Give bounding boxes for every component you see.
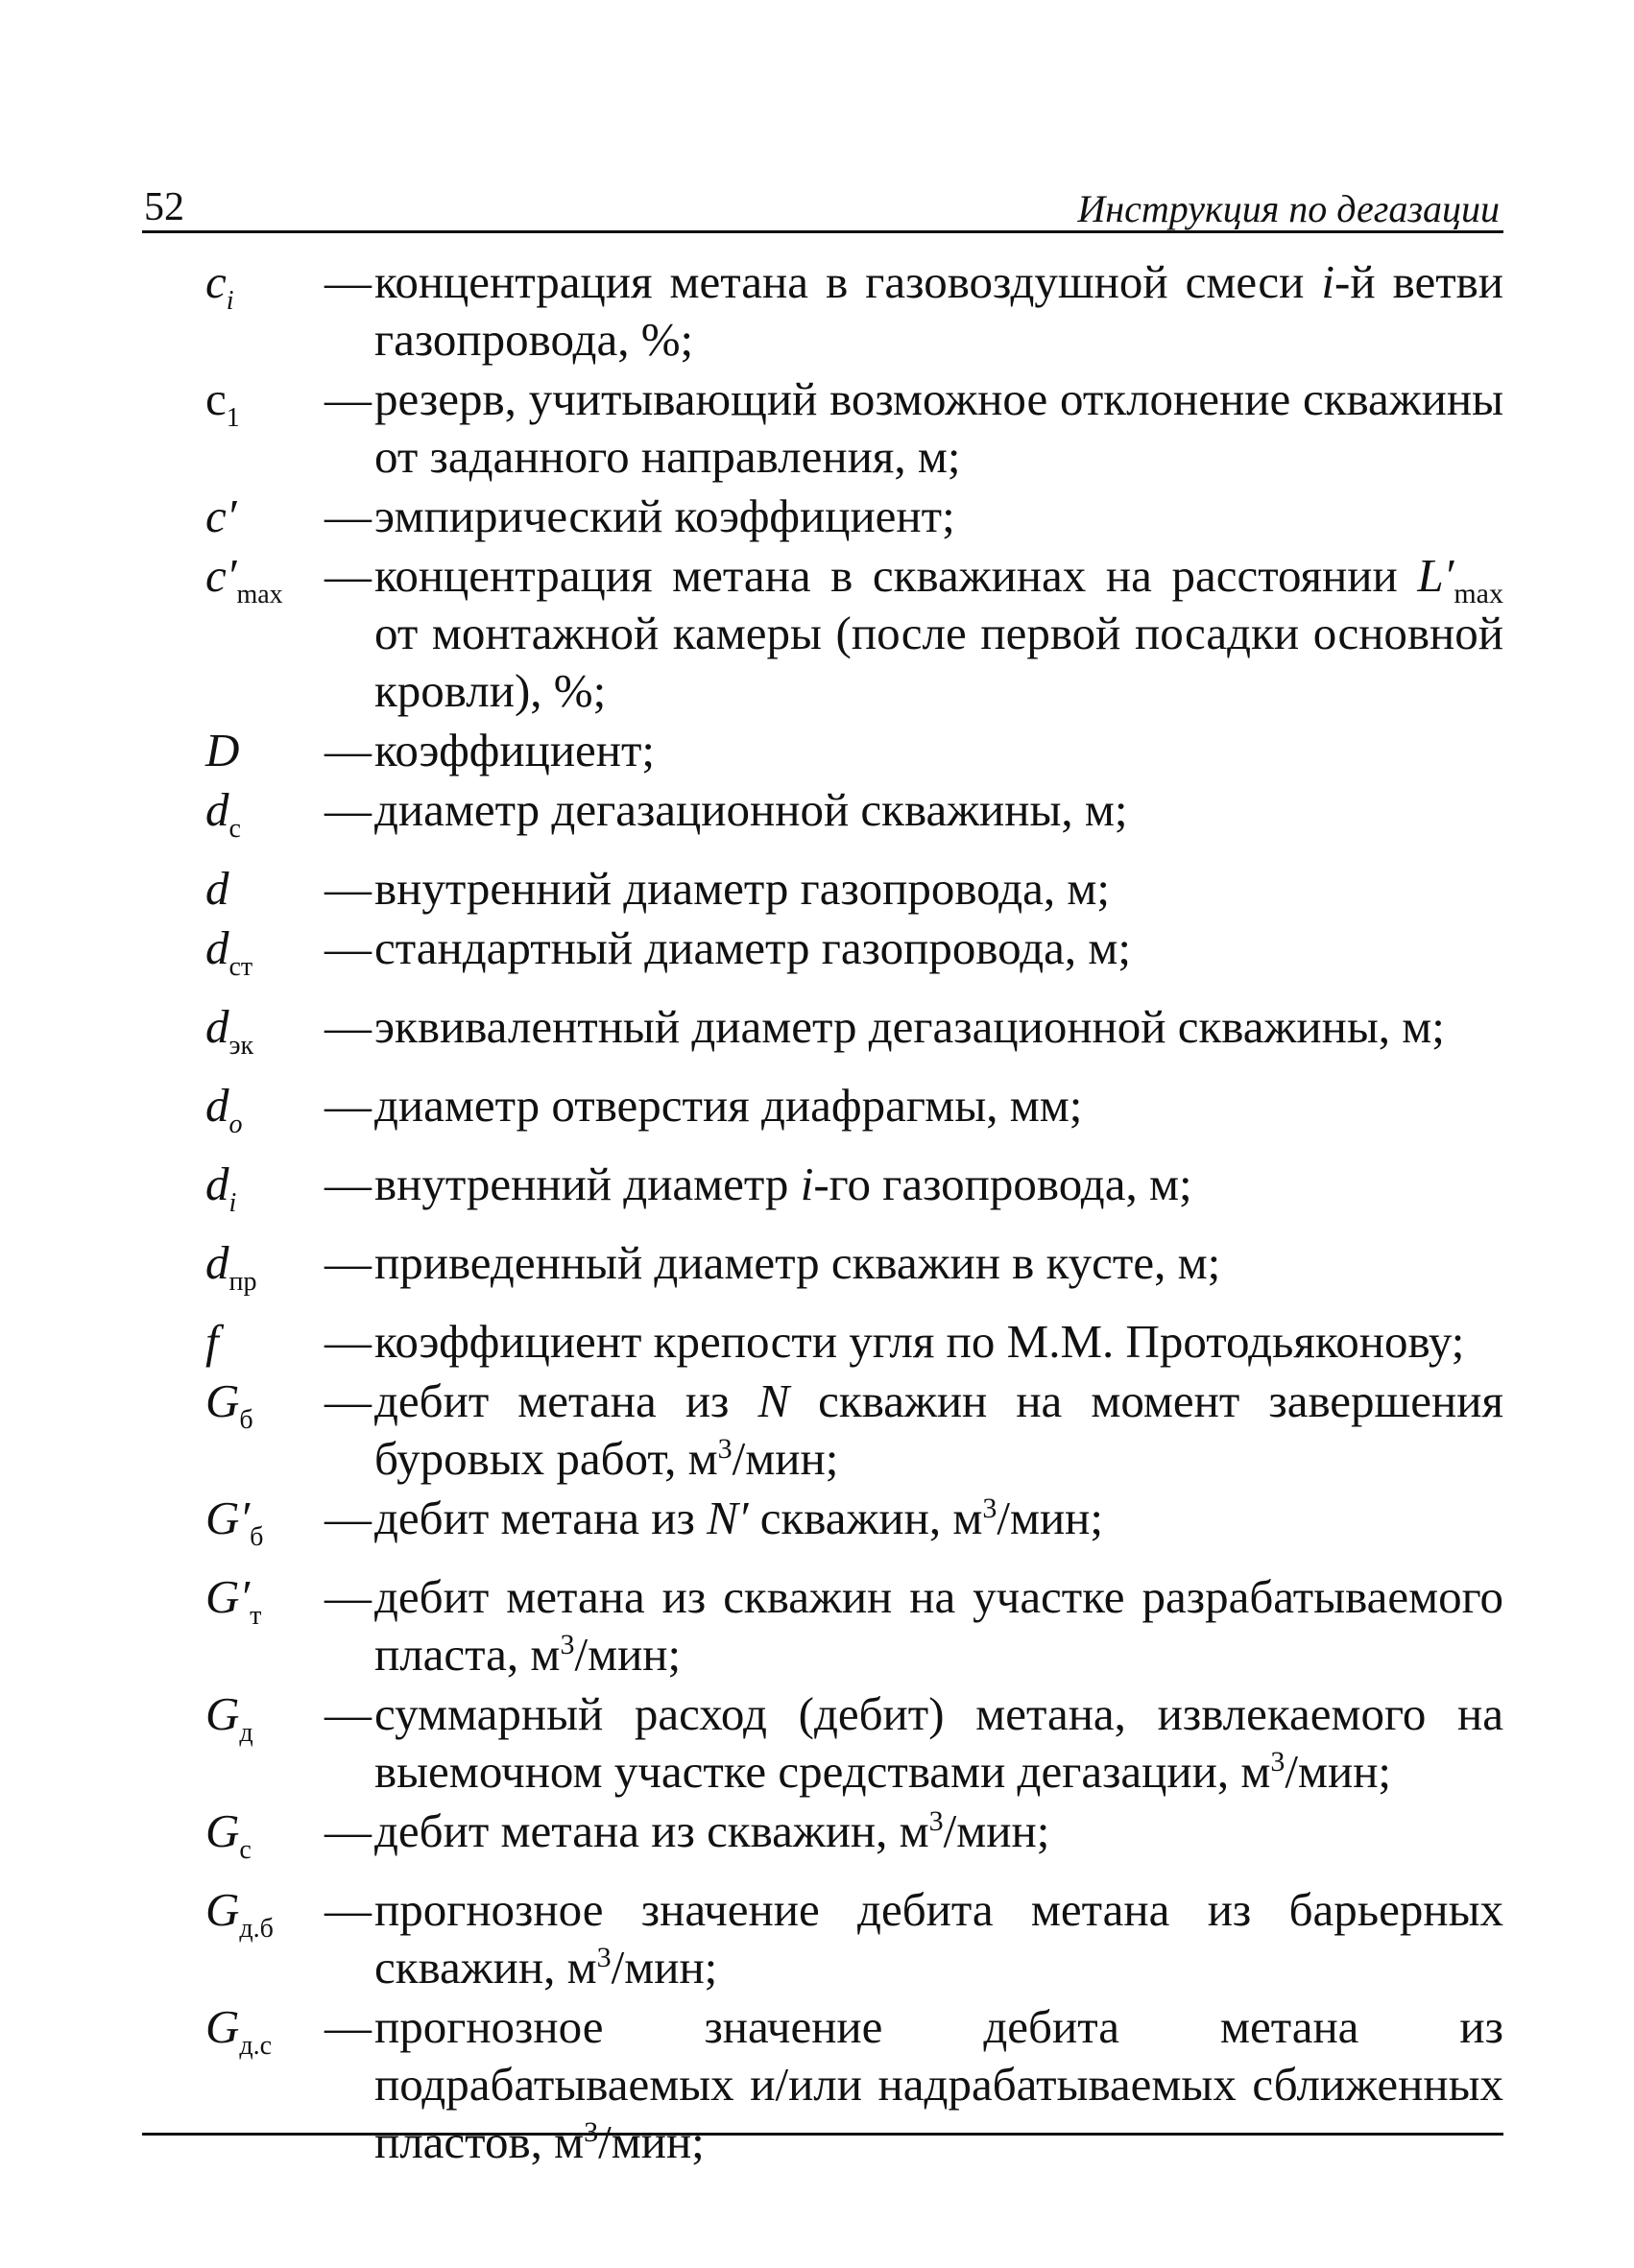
symbol-subscript: max: [236, 580, 283, 609]
page-number: 52: [144, 185, 184, 229]
notation-entry: [142, 1998, 1503, 2171]
description-fragment: скважин на момент завершения буровых работ, м: [374, 1374, 1504, 1485]
entry-symbol: [142, 370, 324, 486]
description-fragment: N′: [707, 1492, 749, 1544]
entry-description: [374, 1568, 1503, 1683]
notation-entry: [142, 1313, 1503, 1371]
entry-symbol: [142, 1313, 324, 1371]
entry-description: [374, 370, 1503, 486]
description-fragment: /мин;: [943, 1804, 1050, 1857]
notation-entry: [142, 722, 1503, 779]
description-fragment: 3: [982, 1492, 997, 1524]
description-fragment: /мин;: [997, 1492, 1104, 1544]
notation-entry: [142, 1077, 1503, 1154]
entry-symbol: [142, 1998, 324, 2171]
notation-entry: [142, 370, 1503, 486]
entry-description: [374, 1234, 1503, 1311]
description-fragment: диаметр дегазационной скважины, м;: [374, 783, 1128, 836]
entry-dash: —: [324, 372, 372, 425]
description-fragment: i: [800, 1158, 814, 1210]
symbol-subscript: o: [228, 1110, 243, 1139]
symbol-subscript: i: [228, 1188, 237, 1218]
symbol-variable: G′: [205, 1492, 251, 1544]
description-fragment: коэффициент;: [374, 724, 656, 776]
entry-description: [374, 1313, 1503, 1371]
description-fragment: -й ветви газопровода, %;: [374, 255, 1504, 366]
entry-symbol: [142, 488, 324, 545]
symbol-subscript: с: [239, 1835, 252, 1865]
notation-entry: [142, 919, 1503, 996]
entry-description: [374, 253, 1503, 369]
notation-entry: [142, 1156, 1503, 1232]
entry-description: [374, 1077, 1503, 1154]
entry-description: [374, 919, 1503, 996]
symbol-subscript: пр: [228, 1267, 257, 1297]
symbol-variable: d: [205, 1158, 229, 1210]
entry-dash: —: [324, 1804, 372, 1857]
entry-dash: —: [324, 1492, 372, 1544]
notation-entry: [142, 1373, 1503, 1488]
entry-symbol: [142, 1234, 324, 1311]
symbol-variable: d: [205, 1236, 229, 1289]
entry-symbol: [142, 1156, 324, 1232]
entry-symbol: [142, 1802, 324, 1879]
description-fragment: /мин;: [1285, 1745, 1392, 1798]
entry-description: [374, 998, 1503, 1075]
description-fragment: суммарный расход (дебит) метана, извлекаемого на выемочном участке средствами дегазации, м: [374, 1687, 1503, 1798]
entry-dash: —: [324, 255, 372, 308]
symbol-subscript: б: [250, 1522, 264, 1552]
description-fragment: концентрация метана в газовоздушной смеси: [374, 255, 1322, 308]
entry-dash: —: [324, 921, 372, 974]
entry-dash: —: [324, 1079, 372, 1132]
symbol-variable: D: [205, 724, 240, 776]
symbol-subscript: т: [250, 1601, 262, 1631]
description-fragment: прогнозное значение дебита метана из барьерных скважин, м: [374, 1883, 1503, 1993]
symbol-subscript: ст: [228, 952, 253, 982]
description-fragment: -го газопровода, м;: [813, 1158, 1192, 1210]
symbol-variable: c: [205, 372, 227, 425]
entry-symbol: [142, 722, 324, 779]
description-fragment: резерв, учитывающий возможное отклонение скважины от заданного направления, м;: [374, 372, 1503, 483]
page-header: [142, 173, 1503, 233]
entry-dash: —: [324, 549, 372, 602]
entry-symbol: [142, 253, 324, 369]
description-fragment: коэффициент крепости угля по М.М. Протодьяконову;: [374, 1315, 1465, 1368]
notation-entry: [142, 1802, 1503, 1879]
description-fragment: 3: [560, 1629, 575, 1660]
entry-description: [374, 781, 1503, 858]
notation-entry: [142, 1234, 1503, 1311]
notation-entry: [142, 253, 1503, 369]
entry-description: [374, 1373, 1503, 1488]
entry-description: [374, 488, 1503, 545]
description-fragment: дебит метана из скважин на участке разрабатываемого пласта, м: [374, 1570, 1503, 1681]
entry-description: [374, 1490, 1503, 1566]
description-fragment: /мин;: [598, 2115, 705, 2168]
description-fragment: i: [1321, 255, 1335, 308]
description-fragment: 3: [928, 1805, 944, 1837]
entry-dash: —: [324, 724, 372, 776]
description-fragment: 3: [596, 1942, 612, 1973]
symbol-variable: c′: [205, 489, 237, 542]
symbol-variable: G: [205, 1374, 240, 1427]
entry-description: [374, 1881, 1503, 1996]
notation-entry: [142, 1685, 1503, 1801]
entry-dash: —: [324, 1000, 372, 1053]
description-fragment: 3: [717, 1433, 733, 1465]
notation-entry: [142, 998, 1503, 1075]
description-fragment: диаметр отверстия диафрагмы, мм;: [374, 1079, 1083, 1132]
description-fragment: дебит метана из скважин, м: [374, 1804, 929, 1857]
description-fragment: концентрация метана в скважинах на расстоянии: [374, 549, 1418, 602]
description-fragment: прогнозное значение дебита метана из подрабатываемых и/или надрабатываемых сближенных пластов, м: [374, 2000, 1503, 2168]
entry-description: [374, 1685, 1503, 1801]
symbol-variable: c: [205, 255, 227, 308]
entry-symbol: [142, 1077, 324, 1154]
entry-dash: —: [324, 489, 372, 542]
entry-symbol: [142, 1685, 324, 1801]
notation-entry: [142, 860, 1503, 918]
description-fragment: эквивалентный диаметр дегазационной скважины, м;: [374, 1000, 1445, 1053]
description-fragment: дебит метана из: [374, 1374, 758, 1427]
footer-rule: [142, 2133, 1503, 2136]
entry-description: [374, 1156, 1503, 1232]
symbol-subscript: i: [226, 286, 234, 316]
description-fragment: N: [757, 1374, 790, 1427]
description-fragment: /мин;: [611, 1941, 718, 1993]
description-fragment: /мин;: [574, 1628, 682, 1681]
entry-description: [374, 1802, 1503, 1879]
entry-dash: —: [324, 862, 372, 915]
entry-dash: —: [324, 2000, 372, 2053]
notation-list: [142, 253, 1503, 2173]
description-fragment: скважин, м: [748, 1492, 983, 1544]
entry-symbol: [142, 781, 324, 858]
entry-dash: —: [324, 1315, 372, 1368]
symbol-subscript: с: [228, 814, 241, 844]
notation-entry: [142, 1490, 1503, 1566]
entry-symbol: [142, 1568, 324, 1683]
symbol-variable: G: [205, 1883, 240, 1936]
description-fragment: 3: [1270, 1746, 1286, 1778]
description-fragment: 3: [584, 2116, 599, 2148]
running-title: Инструкция по дегазации: [1077, 187, 1500, 230]
entry-symbol: [142, 1490, 324, 1566]
symbol-subscript: эк: [228, 1031, 254, 1061]
entry-dash: —: [324, 1570, 372, 1623]
symbol-variable: d: [205, 921, 229, 974]
entry-symbol: [142, 1881, 324, 1996]
symbol-variable: d: [205, 862, 229, 915]
notation-entry: [142, 547, 1503, 720]
entry-dash: —: [324, 1236, 372, 1289]
description-fragment: от монтажной камеры (после первой посадки основной кровли), %;: [374, 607, 1503, 717]
description-fragment: приведенный диаметр скважин в кусте, м;: [374, 1236, 1221, 1289]
notation-entry: [142, 488, 1503, 545]
description-fragment: внутренний диаметр газопровода, м;: [374, 862, 1111, 915]
entry-dash: —: [324, 1158, 372, 1210]
description-fragment: стандартный диаметр газопровода, м;: [374, 921, 1132, 974]
description-fragment: внутренний диаметр: [374, 1158, 801, 1210]
description-fragment: /мин;: [732, 1432, 839, 1485]
entry-symbol: [142, 1373, 324, 1488]
entry-dash: —: [324, 1687, 372, 1740]
description-fragment: дебит метана из: [374, 1492, 708, 1544]
notation-entry: [142, 1568, 1503, 1683]
symbol-subscript: д.б: [239, 1914, 274, 1944]
entry-dash: —: [324, 783, 372, 836]
symbol-variable: d: [205, 1079, 229, 1132]
entry-description: [374, 547, 1503, 720]
entry-dash: —: [324, 1374, 372, 1427]
notation-entry: [142, 781, 1503, 858]
symbol-variable: G: [205, 1804, 240, 1857]
description-fragment: эмпирический коэффициент;: [374, 489, 955, 542]
symbol-subscript: б: [239, 1405, 253, 1435]
entry-symbol: [142, 919, 324, 996]
description-fragment: max: [1454, 578, 1503, 609]
symbol-variable: d: [205, 1000, 229, 1053]
symbol-variable: G′: [205, 1570, 251, 1623]
entry-description: [374, 860, 1503, 918]
symbol-variable: d: [205, 783, 229, 836]
symbol-variable: f: [205, 1315, 219, 1368]
symbol-variable: G: [205, 2000, 240, 2053]
entry-description: [374, 1998, 1503, 2171]
symbol-variable: G: [205, 1687, 240, 1740]
entry-description: [374, 722, 1503, 779]
entry-symbol: [142, 860, 324, 918]
symbol-subscript: 1: [226, 403, 240, 433]
entry-symbol: [142, 998, 324, 1075]
entry-dash: —: [324, 1883, 372, 1936]
notation-entry: [142, 1881, 1503, 1996]
symbol-subscript: д.с: [239, 2031, 273, 2061]
entry-symbol: [142, 547, 324, 720]
symbol-subscript: д: [239, 1718, 253, 1748]
symbol-variable: c′: [205, 549, 237, 602]
description-fragment: L′: [1417, 549, 1454, 602]
